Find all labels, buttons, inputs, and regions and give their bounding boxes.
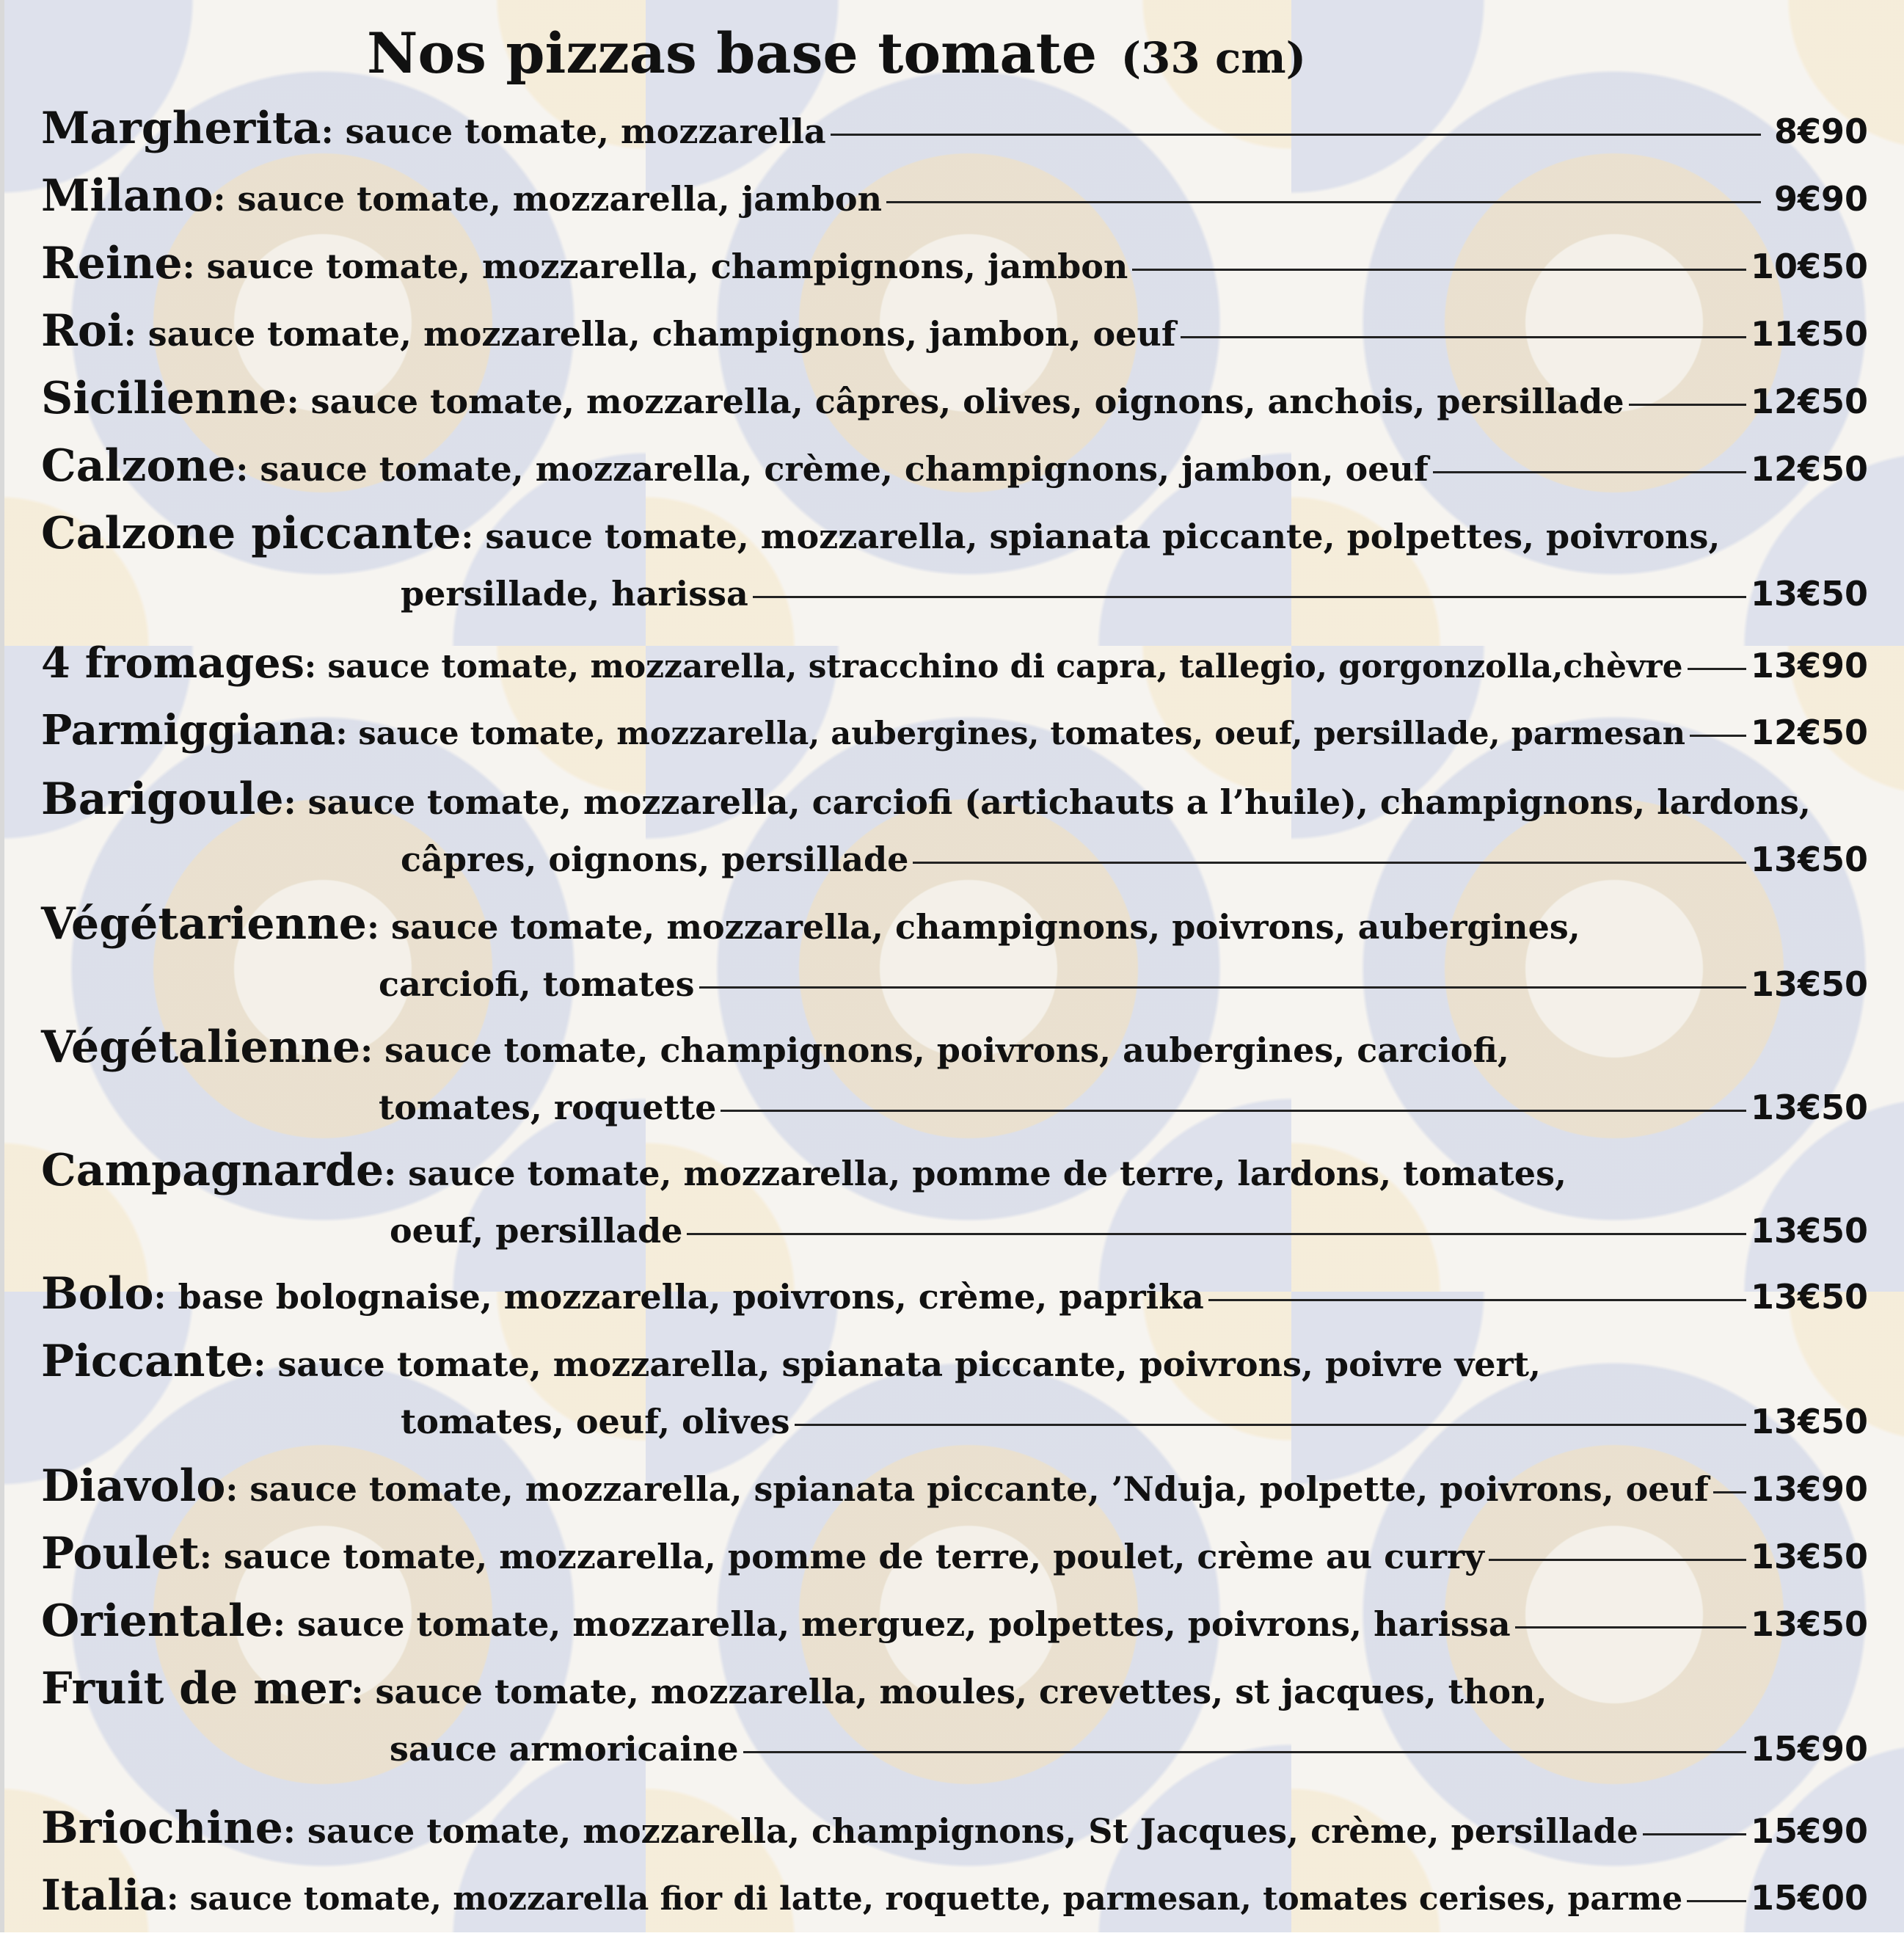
pizza-ingredients: sauce tomate, mozzarella, champignons, jambon	[206, 247, 1128, 286]
menu-item-line	[41, 774, 1868, 840]
dotted-leader	[1489, 1559, 1746, 1561]
dotted-leader	[1688, 668, 1746, 670]
menu-item-line	[41, 103, 1868, 169]
name-colon: :	[335, 716, 359, 752]
menu-item-line	[41, 373, 1868, 439]
name-colon: :	[225, 1469, 250, 1509]
menu-item-continuation	[41, 1729, 1868, 1795]
pizza-price: 11€50	[1750, 314, 1868, 354]
pizza-ingredients: sauce tomate, mozzarella, spianata piccante, poivrons, poivre vert,	[277, 1344, 1541, 1384]
pizza-ingredients: sauce tomate, mozzarella, aubergines, tomates, oeuf, persillade, parmesan	[358, 716, 1685, 752]
pizza-ingredients: sauce tomate, mozzarella, stracchino di capra, tallegio, gorgonzolla,chèvre	[327, 648, 1683, 685]
menu-item	[41, 170, 1868, 236]
name-colon: :	[253, 1344, 278, 1384]
pizza-price: 13€50	[1750, 840, 1868, 879]
dotted-leader	[886, 201, 1761, 203]
menu-item	[41, 103, 1868, 169]
menu-item	[41, 1022, 1868, 1154]
pizza-price: 15€90	[1750, 1811, 1868, 1851]
pizza-price: 13€50	[1750, 1211, 1868, 1251]
name-colon: :	[461, 517, 486, 556]
pizza-ingredients: sauce tomate, mozzarella, merguez, polpettes, poivrons, harissa	[297, 1604, 1511, 1644]
menu-item	[41, 1870, 1868, 1936]
name-colon: :	[199, 1537, 224, 1576]
menu-item-line	[41, 1022, 1868, 1088]
menu-item-line	[41, 706, 1868, 772]
dotted-leader	[1208, 1299, 1746, 1301]
menu-item-line	[41, 1663, 1868, 1729]
pizza-name: Margherita	[41, 103, 321, 154]
dotted-leader	[1687, 1900, 1746, 1902]
name-colon: :	[286, 382, 311, 421]
pizza-ingredients: sauce tomate, mozzarella, câpres, olives, oignons, anchois, persillade	[310, 382, 1624, 421]
pizza-ingredients-continued: sauce armoricaine	[390, 1729, 739, 1769]
menu-item-continuation	[41, 840, 1868, 906]
pizza-ingredients: sauce tomate, mozzarella, champignons, jambon, oeuf	[147, 314, 1176, 354]
name-colon: :	[236, 449, 260, 489]
pizza-price: 8€90	[1773, 112, 1868, 151]
pizza-name: Parmiggiana	[41, 706, 336, 754]
pizza-name: Orientale	[41, 1595, 274, 1647]
pizza-name: Milano	[41, 170, 214, 222]
name-colon: :	[213, 179, 238, 219]
menu-item-line	[41, 1802, 1868, 1868]
menu-item	[41, 1336, 1868, 1468]
name-colon: :	[153, 1277, 178, 1317]
menu-title-size: (33 cm)	[1120, 33, 1307, 83]
menu-item-line	[41, 1595, 1868, 1662]
pizza-name: Végétarienne	[41, 898, 367, 950]
pizza-ingredients-continued: carciofi, tomates	[379, 964, 695, 1004]
pizza-price: 13€50	[1750, 574, 1868, 614]
menu-item	[41, 1460, 1868, 1526]
menu-item-continuation	[41, 574, 1868, 640]
menu-item	[41, 774, 1868, 906]
dotted-leader	[1629, 404, 1746, 406]
menu-item	[41, 1145, 1868, 1277]
menu-item	[41, 440, 1868, 506]
pizza-ingredients: sauce tomate, mozzarella fior di latte, roquette, parmesan, tomates cerises, parme	[189, 1880, 1683, 1918]
dotted-leader	[1433, 471, 1746, 473]
dotted-leader	[831, 134, 1761, 136]
name-colon: :	[321, 112, 346, 151]
pizza-price: 13€50	[1750, 1604, 1868, 1644]
menu-item	[41, 1268, 1868, 1334]
pizza-price: 13€50	[1750, 1537, 1868, 1576]
menu-item-continuation	[41, 1211, 1868, 1277]
menu-item	[41, 1528, 1868, 1594]
pizza-ingredients: sauce tomate, mozzarella, pomme de terre, poulet, crème au curry	[223, 1537, 1484, 1576]
pizza-ingredients-continued: oeuf, persillade	[390, 1211, 683, 1251]
menu-item	[41, 508, 1868, 640]
pizza-name: 4 fromages	[41, 638, 304, 688]
menu-item	[41, 898, 1868, 1030]
pizza-price: 12€50	[1750, 382, 1868, 421]
menu-item-line	[41, 1460, 1868, 1526]
pizza-price: 13€50	[1750, 1277, 1868, 1317]
dotted-leader	[1132, 269, 1746, 271]
pizza-price: 12€50	[1750, 713, 1868, 752]
pizza-ingredients-continued: câpres, oignons, persillade	[401, 840, 909, 879]
menu-item-line	[41, 305, 1868, 371]
pizza-price: 9€90	[1773, 179, 1868, 219]
name-colon: :	[304, 648, 328, 685]
pizza-ingredients-continued: tomates, oeuf, olives	[401, 1402, 790, 1441]
pizza-name: Fruit de mer	[41, 1663, 351, 1714]
pizza-ingredients: sauce tomate, mozzarella, moules, crevettes, st jacques, thon,	[375, 1672, 1547, 1711]
dotted-leader	[1713, 1491, 1746, 1493]
name-colon: :	[360, 1030, 385, 1070]
pizza-ingredients: sauce tomate, mozzarella, pomme de terre, lardons, tomates,	[408, 1154, 1566, 1193]
menu-item	[41, 305, 1868, 371]
menu-item-continuation	[41, 1088, 1868, 1154]
dotted-leader	[753, 596, 1746, 598]
pizza-name: Piccante	[41, 1336, 254, 1387]
pizza-price: 10€50	[1750, 247, 1868, 286]
pizza-price: 15€90	[1750, 1729, 1868, 1769]
pizza-name: Barigoule	[41, 774, 284, 825]
menu-title	[367, 21, 1306, 86]
dotted-leader	[1181, 336, 1746, 338]
pizza-name: Sicilienne	[41, 373, 287, 424]
pizza-name: Briochine	[41, 1802, 283, 1854]
pizza-ingredients: sauce tomate, champignons, poivrons, aubergines, carciofi,	[384, 1030, 1509, 1070]
menu-item	[41, 1802, 1868, 1868]
dotted-leader	[1515, 1626, 1746, 1629]
pizza-ingredients: sauce tomate, mozzarella, champignons, St Jacques, crème, persillade	[307, 1811, 1638, 1851]
pizza-name: Végétalienne	[41, 1022, 361, 1073]
dotted-leader	[721, 1110, 1746, 1112]
menu-item	[41, 373, 1868, 439]
pizza-price: 12€50	[1750, 449, 1868, 489]
name-colon: :	[182, 247, 207, 286]
pizza-name: Italia	[41, 1870, 167, 1920]
menu-item-line	[41, 508, 1868, 574]
pizza-ingredients: sauce tomate, mozzarella, champignons, poivrons, aubergines,	[390, 907, 1580, 947]
name-colon: :	[366, 907, 391, 947]
name-colon: :	[167, 1880, 190, 1918]
pizza-price: 13€90	[1750, 646, 1868, 685]
menu-item-line	[41, 1870, 1868, 1936]
name-colon: :	[351, 1672, 376, 1711]
pizza-price: 13€50	[1750, 1402, 1868, 1441]
pizza-name: Bolo	[41, 1268, 154, 1320]
name-colon: :	[123, 314, 148, 354]
menu-item-line	[41, 440, 1868, 506]
pizza-name: Calzone piccante	[41, 508, 462, 559]
dotted-leader	[1643, 1833, 1746, 1835]
dotted-leader	[1690, 735, 1746, 737]
dotted-leader	[913, 862, 1746, 864]
menu-item-line	[41, 638, 1868, 705]
pizza-ingredients: sauce tomate, mozzarella, spianata piccante, polpettes, poivrons,	[485, 517, 1721, 556]
name-colon: :	[283, 782, 308, 822]
pizza-ingredients: sauce tomate, mozzarella	[345, 112, 826, 151]
menu-title-text: Nos pizzas base tomate	[367, 21, 1098, 86]
pizza-ingredients: sauce tomate, mozzarella, spianata piccante, ’Nduja, polpette, poivrons, oeuf	[249, 1469, 1709, 1509]
name-colon: :	[282, 1811, 307, 1851]
pizza-name: Calzone	[41, 440, 236, 492]
pizza-name: Campagnarde	[41, 1145, 384, 1196]
menu-item	[41, 706, 1868, 772]
pizza-price: 13€90	[1750, 1469, 1868, 1509]
pizza-ingredients: sauce tomate, mozzarella, carciofi (artichauts a l’huile), champignons, lardons,	[307, 782, 1811, 822]
name-colon: :	[273, 1604, 298, 1644]
menu-item-line	[41, 170, 1868, 236]
menu-item-continuation	[41, 964, 1868, 1030]
dotted-leader	[743, 1751, 1746, 1753]
menu-item-line	[41, 1336, 1868, 1402]
pizza-ingredients-continued: persillade, harissa	[401, 574, 748, 614]
pizza-price: 13€50	[1750, 1088, 1868, 1127]
dotted-leader	[699, 986, 1746, 989]
menu-item-line	[41, 238, 1868, 304]
name-colon: :	[384, 1154, 409, 1193]
pizza-ingredients-continued: tomates, roquette	[379, 1088, 717, 1127]
menu-item-line	[41, 1528, 1868, 1594]
pizza-name: Poulet	[41, 1528, 200, 1579]
menu-item	[41, 638, 1868, 705]
pizza-ingredients: base bolognaise, mozzarella, poivrons, crème, paprika	[178, 1277, 1204, 1317]
pizza-price: 15€00	[1750, 1878, 1868, 1918]
menu-item-line	[41, 898, 1868, 964]
pizza-ingredients: sauce tomate, mozzarella, crème, champignons, jambon, oeuf	[260, 449, 1429, 489]
menu-item	[41, 238, 1868, 304]
menu-item-line	[41, 1268, 1868, 1334]
pizza-name: Reine	[41, 238, 183, 289]
dotted-leader	[687, 1233, 1746, 1235]
pizza-price: 13€50	[1750, 964, 1868, 1004]
menu-item	[41, 1663, 1868, 1795]
pizza-name: Roi	[41, 305, 124, 357]
pizza-ingredients: sauce tomate, mozzarella, jambon	[237, 179, 883, 219]
pizza-name: Diavolo	[41, 1460, 226, 1512]
dotted-leader	[795, 1424, 1746, 1426]
menu-item-continuation	[41, 1402, 1868, 1468]
menu-item-line	[41, 1145, 1868, 1211]
menu-item	[41, 1595, 1868, 1662]
